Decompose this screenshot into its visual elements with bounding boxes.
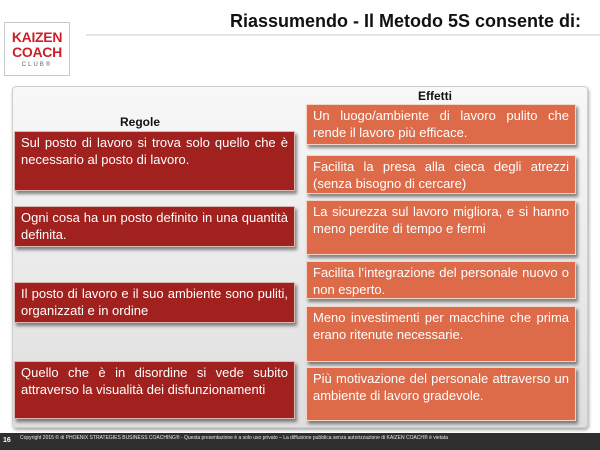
- effetti-header: Effetti: [418, 89, 452, 103]
- effetto-box: Facilita l’integrazione del personale nuovo o non esperto.: [306, 261, 576, 299]
- effetto-box: Un luogo/ambiente di lavoro pulito che rende il lavoro più efficace.: [306, 104, 576, 145]
- kaizen-coach-logo: [4, 22, 70, 76]
- regola-box: Il posto di lavoro e il suo ambiente sono puliti, organizzati e in ordine: [14, 282, 295, 323]
- copyright-notice: Copyright 2015 © di PHOENIX STRATEGIES BUSINESS COACHING® - Questa presentazione è a solo uso privato – La diffusione pubblica senza autorizzazione di KAIZEN COACH® è vietata: [20, 435, 449, 441]
- regola-box: Quello che è in disordine si vede subito attraverso la visualità dei disfunzionamenti: [14, 361, 295, 419]
- footer-bar: [0, 433, 600, 450]
- effetto-box: Facilita la presa alla cieca degli atrezzi (senza bisogno di cercare): [306, 155, 576, 194]
- logo-line-1: KAIZEN: [11, 29, 63, 45]
- logo-line-3: CLUB®: [21, 62, 53, 68]
- effetto-box: La sicurezza sul lavoro migliora, e si hanno meno perdite di tempo e fermi: [306, 200, 576, 255]
- effetto-box: Meno investimenti per macchine che prima erano ritenute necessarie.: [306, 306, 576, 362]
- regole-header: Regole: [120, 115, 161, 129]
- logo-line-2: COACH: [12, 44, 62, 60]
- page-number: 16: [3, 437, 11, 444]
- slide-title: Riassumendo - Il Metodo 5S consente di:: [230, 11, 582, 31]
- regola-box: Sul posto di lavoro si trova solo quello che è necessario al posto di lavoro.: [14, 131, 295, 191]
- regola-box: Ogni cosa ha un posto definito in una quantità definita.: [14, 206, 295, 247]
- effetto-box: Più motivazione del personale attraverso un ambiente di lavoro gradevole.: [306, 367, 576, 421]
- title-divider: [86, 34, 600, 36]
